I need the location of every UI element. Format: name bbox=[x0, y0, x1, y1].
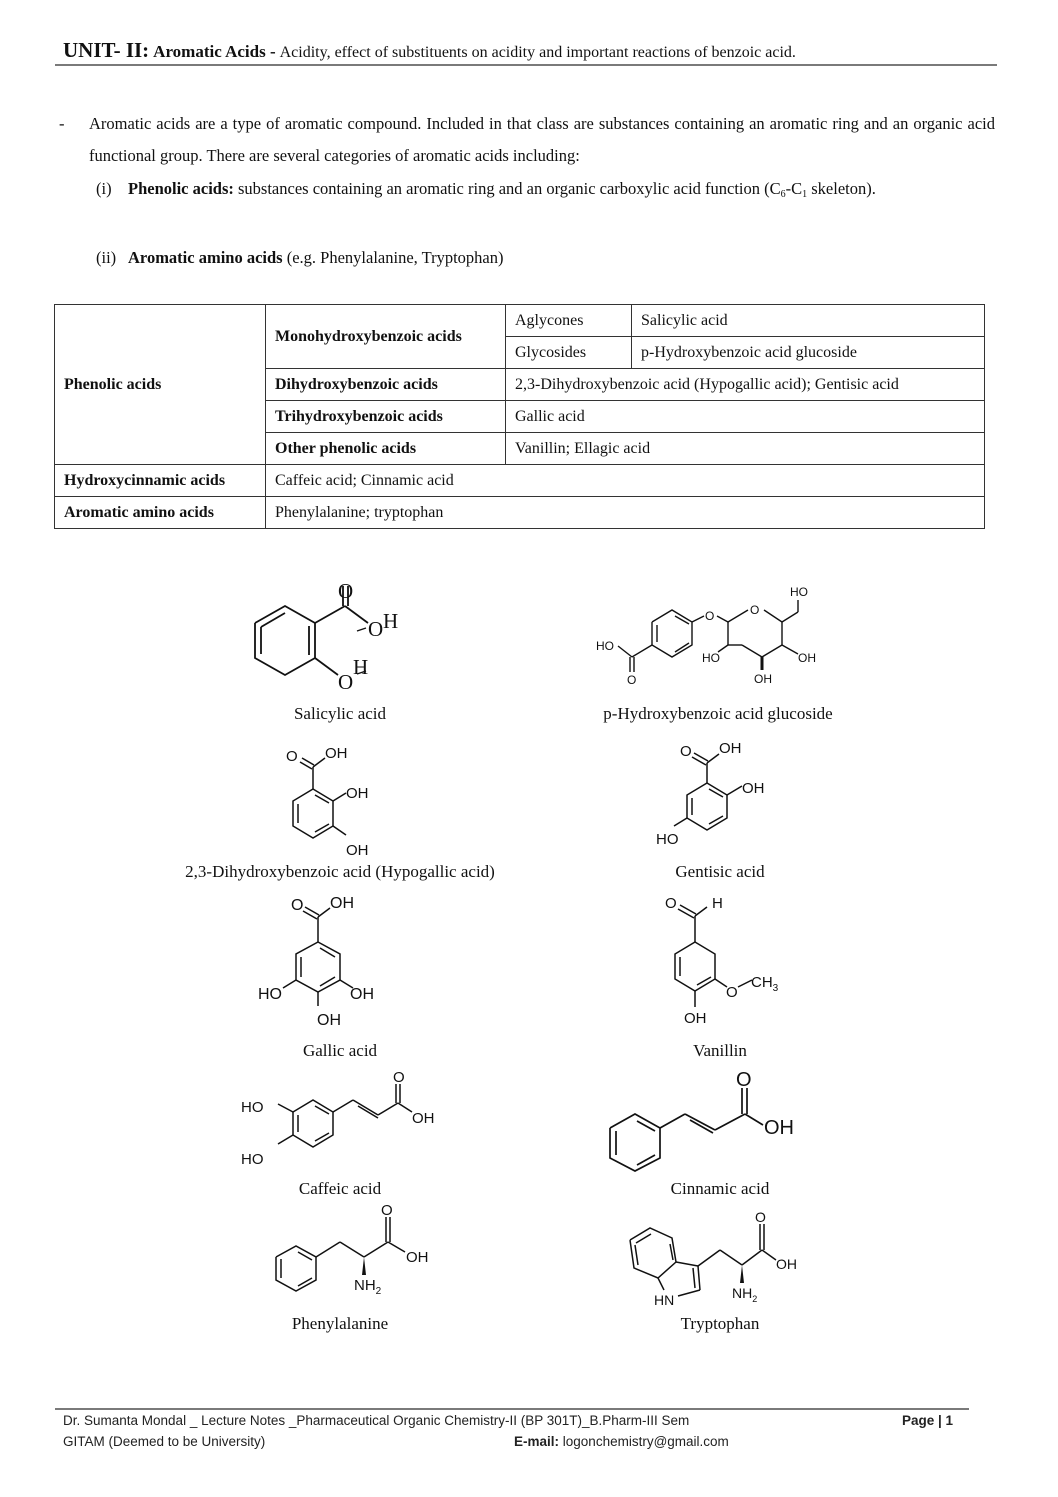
svg-text:NH2 bbox=[354, 1277, 382, 1297]
structure-caption: p-Hydroxybenzoic acid glucoside bbox=[603, 704, 833, 723]
atom-label: NH bbox=[732, 1285, 753, 1301]
salicylic-acid-structure bbox=[240, 578, 440, 698]
unit-label: UNIT- II: bbox=[63, 38, 150, 62]
svg-text:NH2 bbox=[732, 1285, 757, 1304]
atom-label: H bbox=[383, 609, 399, 633]
atom-label: HO bbox=[258, 986, 282, 1003]
list-number: (ii) bbox=[96, 248, 117, 267]
table-cell: Hydroxycinnamic acids bbox=[55, 465, 266, 497]
caffeic-acid-structure bbox=[238, 1070, 448, 1170]
atom-label: O bbox=[755, 1209, 766, 1225]
table-row bbox=[55, 497, 985, 529]
atom-label: O bbox=[381, 1202, 393, 1219]
atom-label: O bbox=[338, 670, 354, 694]
table-cell: Vanillin; Ellagic acid bbox=[506, 433, 985, 465]
email-address: logonchemistry@gmail.com bbox=[562, 1434, 729, 1449]
atom-label: OH bbox=[325, 745, 348, 762]
glucoside-structure bbox=[592, 580, 842, 690]
subscript: 1 bbox=[802, 189, 808, 200]
intro-paragraph bbox=[59, 108, 995, 172]
atom-label: OH bbox=[742, 780, 765, 797]
list-term: Aromatic amino acids bbox=[128, 248, 283, 267]
svg-text:CH3 bbox=[751, 974, 779, 994]
vanillin-structure bbox=[660, 892, 800, 1027]
table-cell: Monohydroxybenzoic acids bbox=[266, 305, 506, 369]
table-cell: Trihydroxybenzoic acids bbox=[266, 401, 506, 433]
gentisic-acid-structure bbox=[652, 738, 792, 848]
structure-caption: Tryptophan bbox=[680, 1314, 760, 1333]
structure-caption: Gallic acid bbox=[302, 1041, 378, 1060]
atom-label: O bbox=[393, 1069, 405, 1086]
atom-label: O bbox=[338, 579, 354, 603]
structure-caption: Salicylic acid bbox=[293, 704, 387, 723]
list-number: (i) bbox=[96, 179, 112, 198]
table-cell: Phenolic acids bbox=[55, 305, 266, 465]
classification-table bbox=[54, 304, 985, 529]
topic-description: Acidity, effect of substituents on acidity and important reactions of benzoic acid. bbox=[279, 44, 796, 61]
atom-label: H bbox=[353, 655, 369, 679]
list-item-amino bbox=[96, 242, 994, 274]
footer-author-line: Dr. Sumanta Mondal _ Lecture Notes _Pharmaceutical Organic Chemistry-II (BP 301T)_B.Pharm-III Sem bbox=[63, 1413, 690, 1428]
atom-label: OH bbox=[346, 842, 369, 859]
atom-label: OH bbox=[317, 1012, 341, 1029]
atom-label: OH bbox=[412, 1110, 435, 1127]
atom-label: O bbox=[286, 748, 298, 765]
phenylalanine-structure bbox=[268, 1202, 458, 1297]
list-term: Phenolic acids: bbox=[128, 179, 234, 198]
atom-label: OH bbox=[719, 740, 742, 757]
footer-institution: GITAM (Deemed to be University) bbox=[63, 1434, 266, 1449]
footer-email bbox=[514, 1434, 729, 1449]
table-cell: Aromatic amino acids bbox=[55, 497, 266, 529]
atom-label: O bbox=[368, 617, 384, 641]
atom-label: HO bbox=[241, 1151, 264, 1168]
table-cell: Dihydroxybenzoic acids bbox=[266, 369, 506, 401]
subscript: 3 bbox=[772, 983, 779, 994]
atom-label: OH bbox=[346, 785, 369, 802]
header-divider bbox=[55, 64, 997, 66]
list-item-phenolic bbox=[96, 173, 994, 205]
list-text: substances containing an aromatic ring and an organic carboxylic acid function (C bbox=[238, 179, 781, 198]
atom-label: OH bbox=[776, 1256, 797, 1272]
atom-label: OH bbox=[406, 1249, 429, 1266]
atom-label: O bbox=[665, 895, 677, 912]
atom-label: O bbox=[705, 609, 715, 623]
subscript: 2 bbox=[375, 1286, 382, 1297]
table-cell: 2,3-Dihydroxybenzoic acid (Hypogallic acid); Gentisic acid bbox=[506, 369, 985, 401]
table-cell: Phenylalanine; tryptophan bbox=[266, 497, 985, 529]
cinnamic-acid-structure bbox=[600, 1068, 810, 1178]
page-number: Page | 1 bbox=[902, 1413, 954, 1428]
atom-label: OH bbox=[350, 986, 374, 1003]
list-text-cont: skeleton). bbox=[811, 179, 876, 198]
structure-caption: Phenylalanine bbox=[291, 1314, 389, 1333]
table-cell: Glycosides bbox=[506, 337, 632, 369]
table-cell: Other phenolic acids bbox=[266, 433, 506, 465]
topic-title: Aromatic Acids - bbox=[153, 42, 276, 61]
atom-label: OH bbox=[764, 1117, 794, 1139]
atom-label: HN bbox=[654, 1292, 675, 1308]
atom-label: OH bbox=[754, 672, 772, 686]
bullet-dash: - bbox=[59, 114, 65, 133]
structure-caption: Gentisic acid bbox=[675, 862, 765, 881]
page-header bbox=[63, 38, 983, 63]
atom-label: HO bbox=[790, 585, 808, 599]
atom-label: O bbox=[291, 897, 304, 914]
atom-label: NH bbox=[354, 1277, 376, 1294]
atom-label: CH bbox=[751, 974, 773, 991]
atom-label: OH bbox=[798, 651, 816, 665]
table-row bbox=[55, 465, 985, 497]
table-cell: p-Hydroxybenzoic acid glucoside bbox=[632, 337, 985, 369]
atom-label: HO bbox=[656, 831, 679, 848]
subscript: 2 bbox=[752, 1294, 758, 1304]
subscript: 6 bbox=[780, 189, 786, 200]
atom-label: HO bbox=[241, 1099, 264, 1116]
atom-label: OH bbox=[684, 1010, 707, 1027]
atom-label: H bbox=[712, 895, 723, 912]
atom-label: O bbox=[750, 603, 760, 617]
atom-label: HO bbox=[596, 639, 614, 653]
atom-label: O bbox=[726, 984, 738, 1001]
table-cell: Aglycones bbox=[506, 305, 632, 337]
structure-caption: Cinnamic acid bbox=[670, 1179, 770, 1198]
table-cell: Salicylic acid bbox=[632, 305, 985, 337]
atom-label: O bbox=[736, 1069, 752, 1091]
dihydroxybenzoic-acid-structure bbox=[270, 738, 390, 860]
list-text: (e.g. Phenylalanine, Tryptophan) bbox=[286, 248, 504, 267]
list-text-mid: -C bbox=[785, 179, 803, 198]
atom-label: O bbox=[627, 673, 637, 687]
gallic-acid-structure bbox=[255, 892, 405, 1032]
atom-label: HO bbox=[702, 651, 720, 665]
structure-caption: 2,3-Dihydroxybenzoic acid (Hypogallic acid) bbox=[185, 862, 495, 881]
table-cell: Gallic acid bbox=[506, 401, 985, 433]
intro-text: Aromatic acids are a type of aromatic compound. Included in that class are substances containing an aromatic ring and an organic acid functional group. There are several categories of aromatic acids including: bbox=[89, 114, 995, 165]
table-row bbox=[55, 305, 985, 337]
atom-label: OH bbox=[330, 895, 354, 912]
atom-label: O bbox=[680, 743, 692, 760]
structure-caption: Vanillin bbox=[693, 1041, 747, 1060]
email-label: E-mail: bbox=[514, 1434, 560, 1449]
tryptophan-structure bbox=[620, 1210, 810, 1310]
structure-caption: Caffeic acid bbox=[298, 1179, 382, 1198]
footer-divider bbox=[55, 1408, 969, 1410]
table-cell: Caffeic acid; Cinnamic acid bbox=[266, 465, 985, 497]
